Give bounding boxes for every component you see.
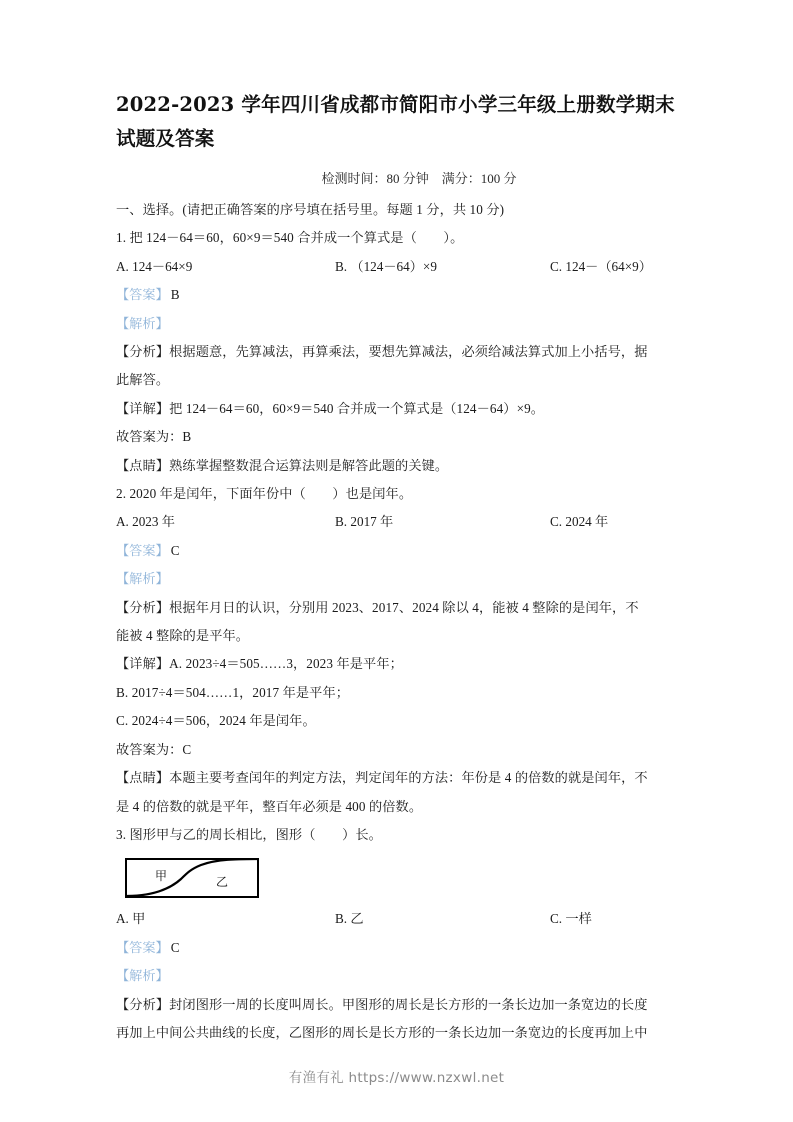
question-2-breakdown: 【分析】根据年月日的认识，分别用 2023、2017、2024 除以 4，能被 4 整除的是闰年，不 (116, 599, 639, 615)
question-2-detail: 【详解】A. 2023÷4＝505……3，2023 年是平年； (116, 656, 403, 672)
question-1-stem: 1. 把 124－64＝60，60×9＝540 合并成一个算式是（ ）。 (116, 230, 464, 246)
exam-meta: 检测时间：80 分钟 满分：100 分 (321, 171, 517, 186)
question-3-breakdown-cont: 再加上中间公共曲线的长度，乙图形的周长是长方形的一条长边加一条宽边的长度再加上中 (116, 1024, 648, 1040)
question-3-answer (116, 934, 682, 962)
answer-label: 【答案】 (116, 542, 169, 558)
figure-label-yi: 乙 (215, 875, 229, 890)
question-1-analysis-label (116, 310, 682, 338)
question-2-detail-c: C. 2024÷4＝506，2024 年是闰年。 (116, 713, 316, 729)
figure-label-jia: 甲 (154, 869, 168, 884)
question-3-analysis-label (116, 962, 682, 990)
question-2-option-a[interactable]: A. 2023 年 (116, 514, 175, 530)
question-2-analysis-label (116, 565, 682, 593)
question-1-options (116, 253, 682, 281)
analysis-label: 【解析】 (116, 571, 169, 587)
question-3-option-b[interactable]: B. 乙 (335, 911, 364, 927)
question-2-option-b[interactable]: B. 2017 年 (335, 514, 394, 530)
question-2-options (116, 508, 682, 536)
question-2-breakdown-cont: 能被 4 整除的是平年。 (116, 628, 250, 644)
document-content (116, 88, 682, 1047)
question-2-highlight-cont: 是 4 的倍数的就是平年，整百年必须是 400 的倍数。 (116, 798, 423, 814)
question-3-stem: 3. 图形甲与乙的周长相比，图形（ ）长。 (116, 826, 382, 842)
question-2-answer (116, 537, 682, 565)
figure-rectangle-with-curve (125, 858, 259, 898)
question-1-option-c[interactable]: C. 124－（64×9） (550, 258, 652, 274)
section-heading: 一、选择。(请把正确答案的序号填在括号里。每题 1 分，共 10 分) (116, 202, 505, 217)
answer-value: C (170, 939, 180, 955)
question-1-answer (116, 281, 682, 309)
question-3-options (116, 905, 682, 933)
question-1-option-a[interactable]: A. 124－64×9 (116, 258, 193, 274)
footer-watermark: 有渔有礼 https://www.nzxwl.net (288, 1070, 505, 1086)
question-1-option-b[interactable]: B. （124－64）×9 (335, 258, 437, 274)
question-2-conclusion: 故答案为：C (116, 741, 192, 757)
question-1-breakdown: 【分析】根据题意，先算减法，再算乘法，要想先算减法，必须给减法算式加上小括号，据 (116, 344, 648, 360)
question-2-highlight: 【点睛】本题主要考查闰年的判定方法，判定闰年的方法：年份是 4 的倍数的就是闰年，不 (116, 770, 648, 786)
question-1-detail: 【详解】把 124－64＝60，60×9＝540 合并成一个算式是（124－64）×9。 (116, 400, 545, 416)
question-3-breakdown: 【分析】封闭图形一周的长度叫周长。甲图形的周长是长方形的一条长边加一条宽边的长度 (116, 996, 648, 1012)
question-1-highlight: 【点睛】熟练掌握整数混合运算法则是解答此题的关键。 (116, 457, 449, 473)
analysis-label: 【解析】 (116, 968, 169, 984)
question-3-option-c[interactable]: C. 一样 (550, 911, 592, 927)
answer-label: 【答案】 (116, 287, 169, 303)
question-1-conclusion: 故答案为：B (116, 429, 192, 445)
page-title: 2022-2023 学年四川省成都市简阳市小学三年级上册数学期末试题及答案 (116, 93, 675, 150)
answer-label: 【答案】 (116, 939, 169, 955)
question-3-figure (116, 855, 682, 901)
question-1-breakdown-cont: 此解答。 (116, 372, 170, 388)
analysis-label: 【解析】 (116, 315, 169, 331)
question-3-option-a[interactable]: A. 甲 (116, 911, 146, 927)
question-2-detail-b: B. 2017÷4＝504……1，2017 年是平年； (116, 684, 350, 700)
question-2-option-c[interactable]: C. 2024 年 (550, 514, 609, 530)
answer-value: C (170, 542, 180, 558)
question-2-stem: 2. 2020 年是闰年，下面年份中（ ）也是闰年。 (116, 486, 413, 502)
answer-value: B (170, 287, 180, 303)
